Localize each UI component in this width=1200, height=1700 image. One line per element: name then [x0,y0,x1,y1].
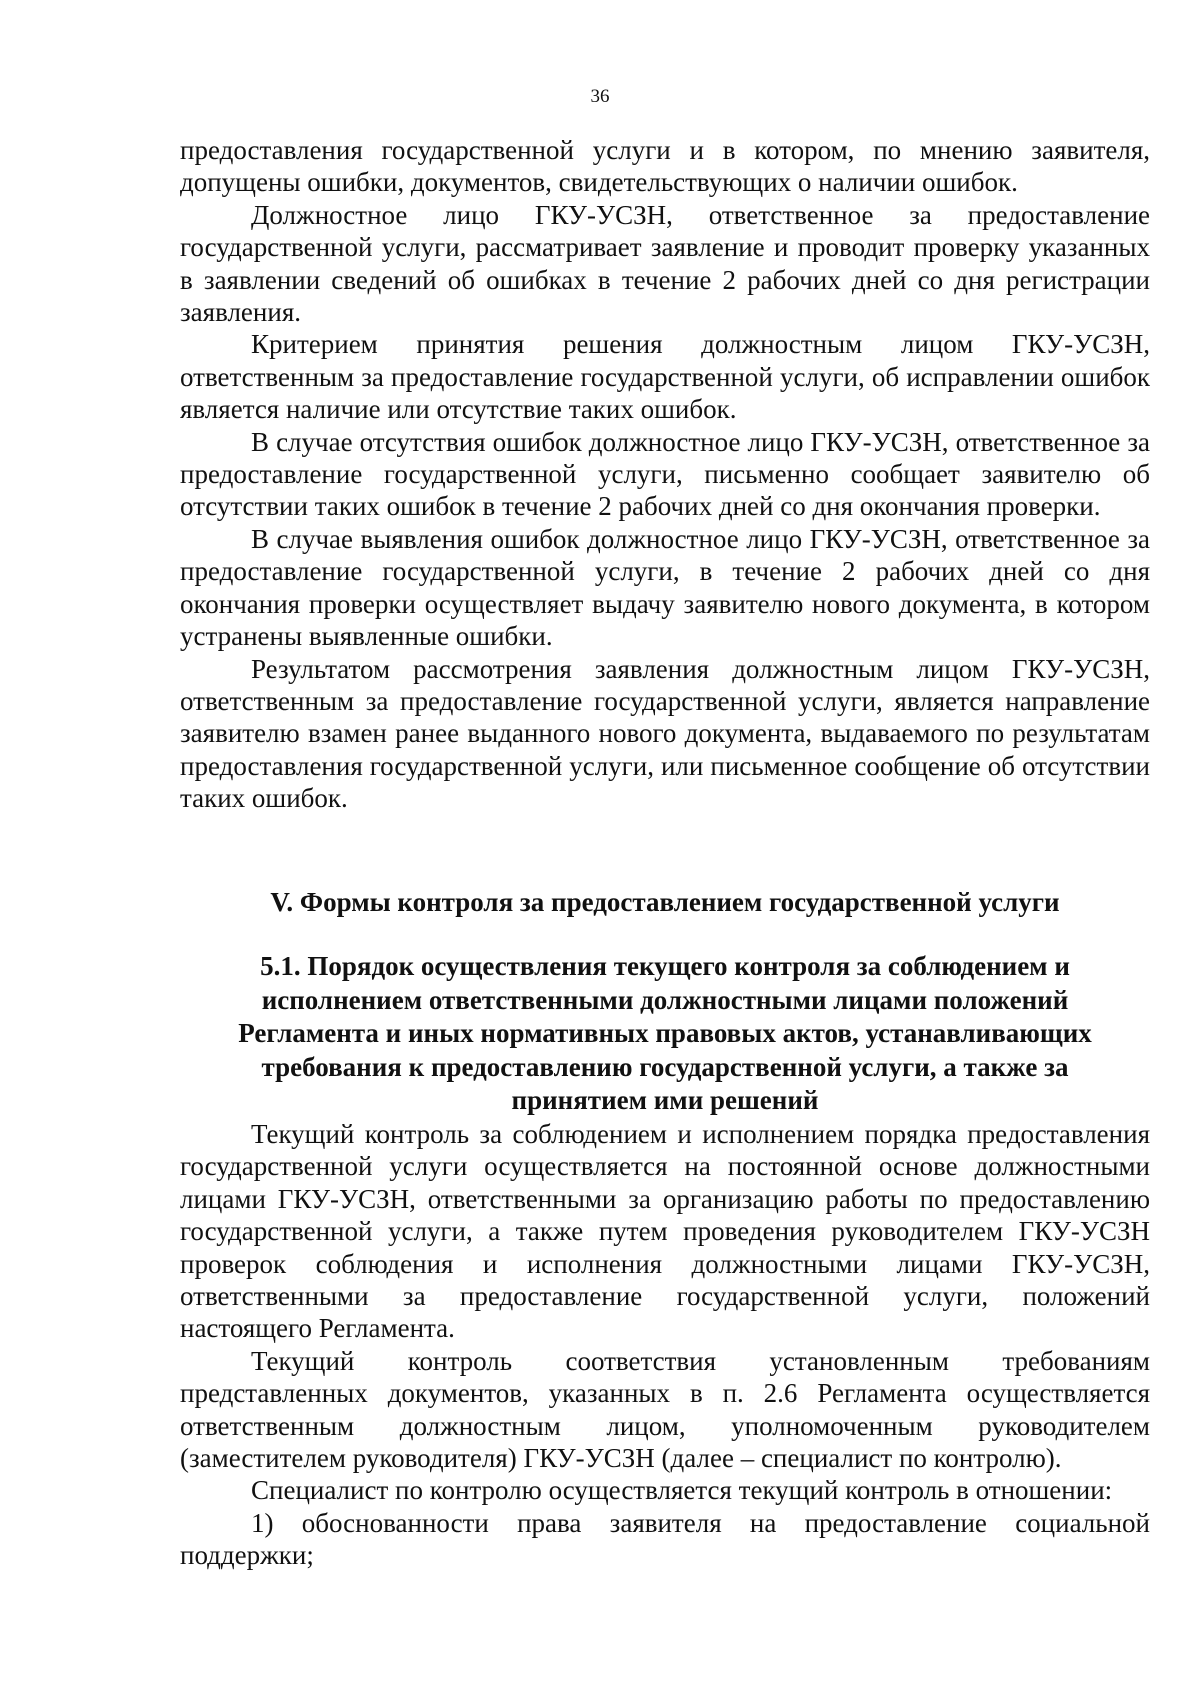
paragraph: Результатом рассмотрения заявления должностным лицом ГКУ-УСЗН, ответственным за предоставление государственной услуги, является направление заявителю взамен ранее выданного нового документа, выдаваемого по результатам предоставления государственной услуги, или письменное сообщение об отсутствии таких ошибок. [180,653,1150,814]
section-heading: V. Формы контроля за предоставлением государственной услуги [270,887,1060,917]
body-text-block [180,1118,1150,1572]
body-text-block [180,134,1150,815]
paragraph: Текущий контроль за соблюдением и исполнением порядка предоставления государственной услуги осуществляется на постоянной основе должностными лицами ГКУ-УСЗН, ответственными за организацию работы по предоставлению государственной услуги, а также путем проведения руководителем ГКУ-УСЗН проверок соблюдения и исполнения должностными лицами ГКУ-УСЗН, ответственными за предоставление государственной услуги, положений настоящего Регламента. [180,1119,1150,1344]
paragraph: Специалист по контролю осуществляется текущий контроль в отношении: [251,1475,1113,1506]
paragraph: Текущий контроль соответствия установленным требованиям представленных документов, указанных в п. 2.6 Регламента осуществляется ответственным должностным лицом, уполномоченным руководителем (заместителем руководителя) ГКУ-УСЗН (далее – специалист по контролю). [180,1345,1150,1474]
paragraph: Критерием принятия решения должностным лицом ГКУ-УСЗН, ответственным за предоставление государственной услуги, об исправлении ошибок является наличие или отсутствие таких ошибок. [180,329,1150,425]
subsection-heading-line: требования к предоставлению государственной услуги, а также за [261,1051,1069,1082]
paragraph: В случае отсутствия ошибок должностное лицо ГКУ-УСЗН, ответственное за предоставление государственной услуги, письменно сообщает заявителю об отсутствии таких ошибок в течение 2 рабочих дней со дня окончания проверки. [180,426,1150,522]
subsection-heading [180,950,1150,1118]
subsection-heading-line: 5.1. Порядок осуществления текущего контроля за соблюдением и [260,951,1070,981]
list-item: 1) обоснованности права заявителя на предоставление социальной поддержки; [180,1507,1150,1571]
subsection-heading-line: принятием ими решений [511,1085,819,1115]
paragraph: предоставления государственной услуги и в котором, по мнению заявителя, допущены ошибки, документов, свидетельствующих о наличии ошибок. [180,135,1150,198]
subsection-heading-line: исполнением ответственными должностными лицами положений [261,984,1069,1015]
paragraph: В случае выявления ошибок должностное лицо ГКУ-УСЗН, ответственное за предоставление государственной услуги, в течение 2 рабочих дней со дня окончания проверки осуществляет выдачу заявителю нового документа, в котором устранены выявленные ошибки. [180,523,1150,652]
page-number: 36 [590,86,610,107]
paragraph: Должностное лицо ГКУ-УСЗН, ответственное за предоставление государственной услуги, рассматривает заявление и проводит проверку указанных в заявлении сведений об ошибках в течение 2 рабочих дней со дня регистрации заявления. [180,199,1150,328]
subsection-heading-line: Регламента и иных нормативных правовых актов, устанавливающих [238,1018,1092,1048]
